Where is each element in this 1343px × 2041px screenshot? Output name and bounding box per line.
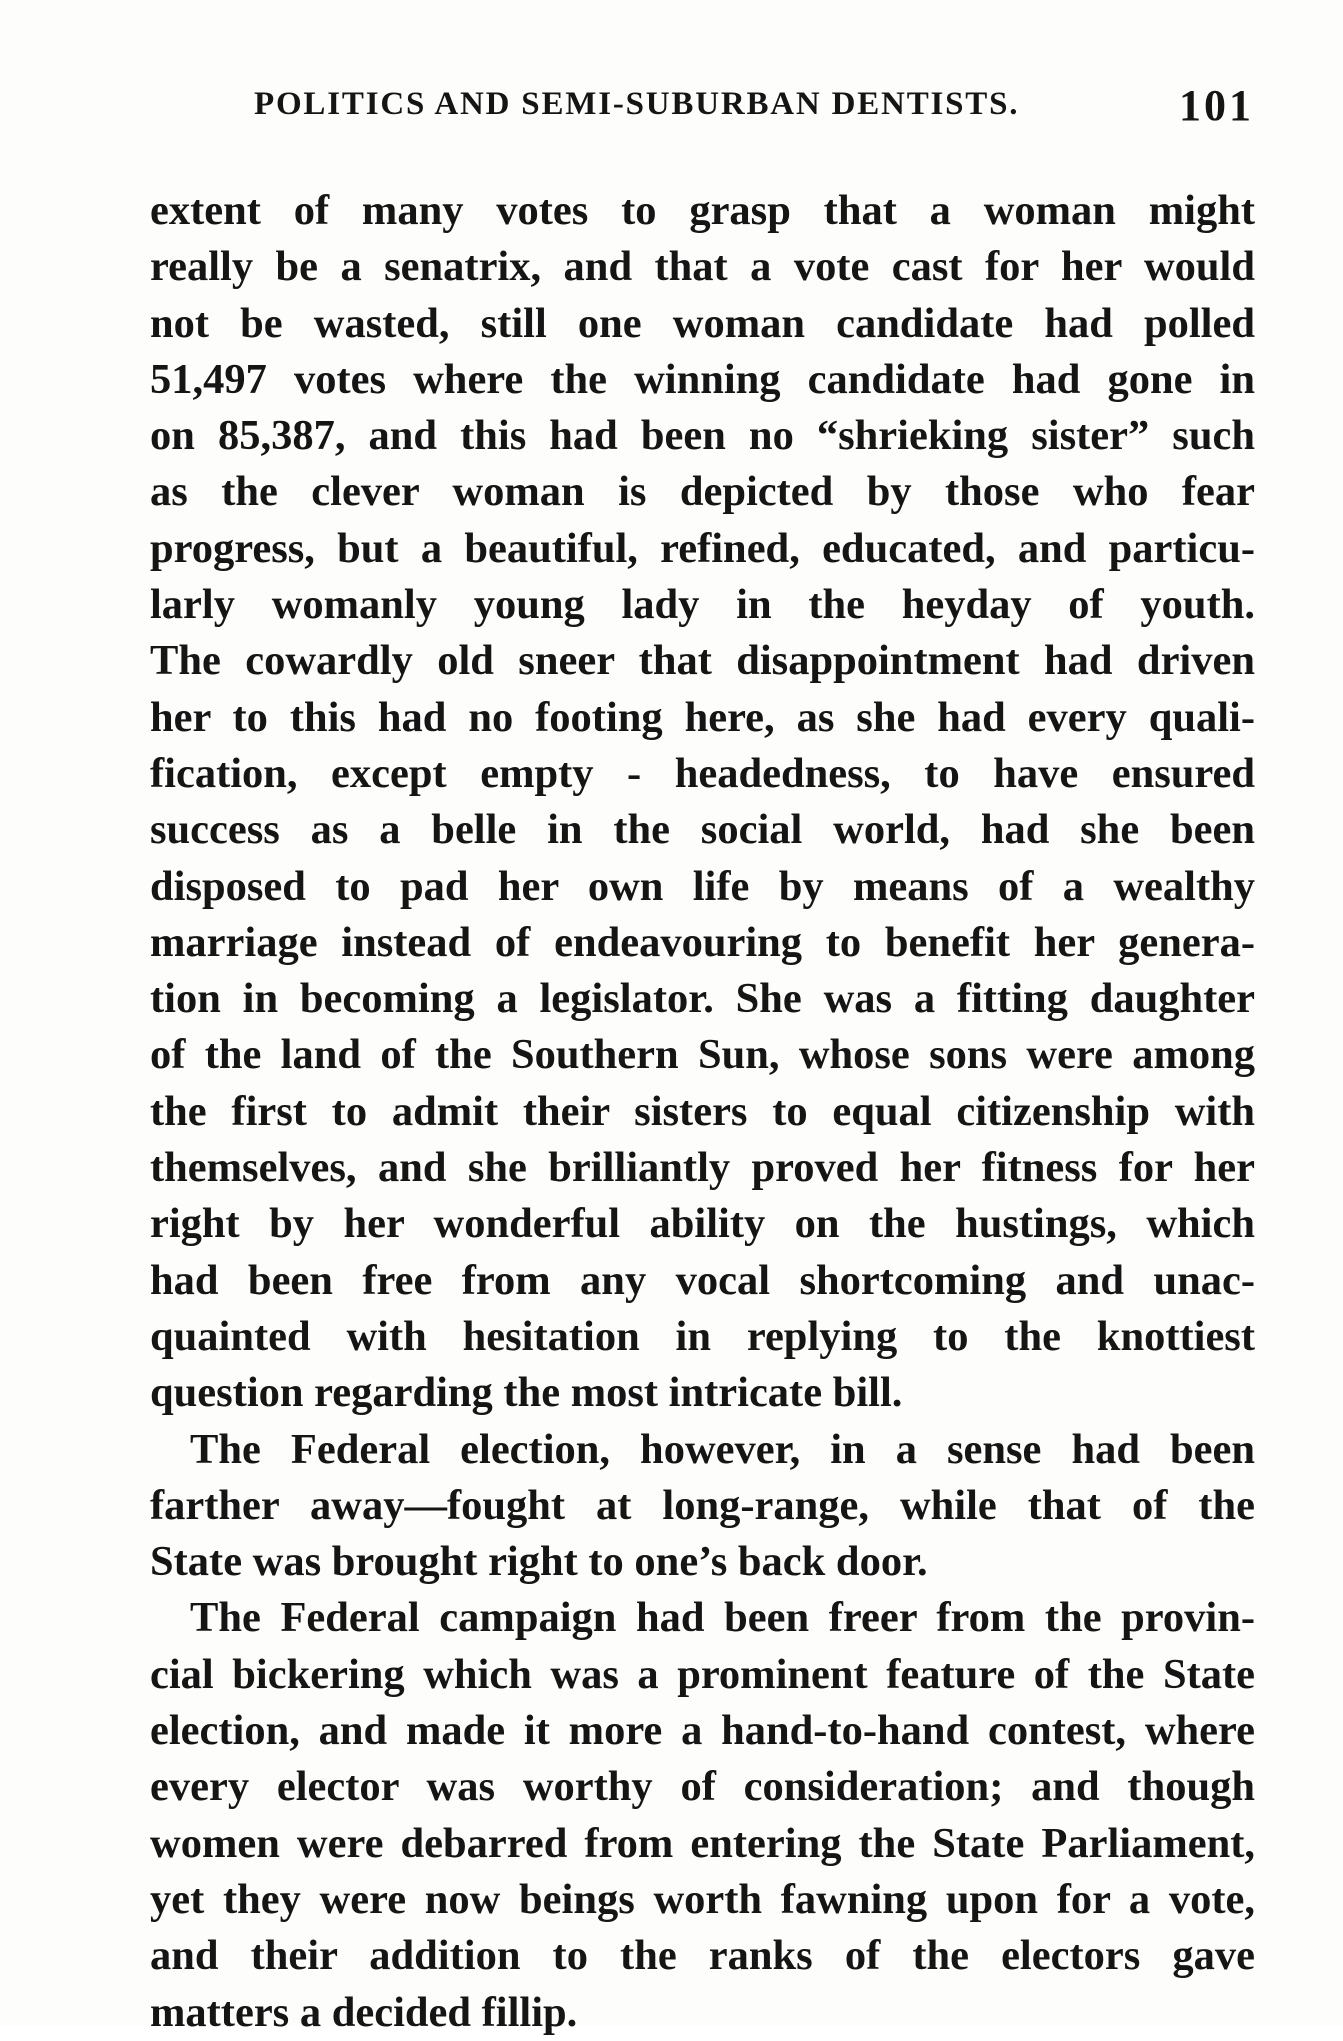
running-title: POLITICS AND SEMI-SUBURBAN DENTISTS. [254,86,1020,122]
text-line: tion in becoming a legislator. She was a fitting daughter [150,975,1255,1023]
text-line: themselves, and she brilliantly proved her fitness for her [150,1144,1255,1192]
text-line: matters a decided fillip. [150,1988,578,2036]
running-head [254,81,1254,146]
text-line: success as a belle in the social world, had she been [150,806,1255,854]
text-line: The Federal election, however, in a sense had been [190,1425,1255,1473]
text-line: cial bickering which was a prominent feature of the State [150,1650,1255,1698]
text-line: marriage instead of endeavouring to benefit her genera- [150,918,1255,966]
text-line: not be wasted, still one woman candidate had polled [150,299,1255,347]
paragraph [150,1590,1255,2040]
text-line: quainted with hesitation in replying to the knottiest [150,1312,1255,1360]
page-number: 101 [1179,81,1254,130]
text-line: disposed to pad her own life by means of a wealthy [150,862,1255,910]
text-line: as the clever woman is depicted by those who fear [150,468,1255,516]
text-line: women were debarred from entering the State Parliament, [150,1819,1255,1867]
text-line: her to this had no footing here, as she had every quali- [150,693,1255,741]
text-line: right by her wonderful ability on the hustings, which [150,1200,1255,1248]
text-line: yet they were now beings worth fawning upon for a vote, [150,1875,1255,1923]
text-line: of the land of the Southern Sun, whose sons were among [150,1031,1255,1079]
text-line: and their addition to the ranks of the electors gave [150,1932,1255,1980]
paragraph [150,1422,1255,1591]
body-text [150,183,1255,2041]
text-line: larly womanly young lady in the heyday of youth. [150,581,1255,629]
text-line: farther away—fought at long-range, while that of the [150,1481,1255,1529]
text-line: had been free from any vocal shortcoming and unac- [150,1256,1255,1304]
text-line: 51,497 votes where the winning candidate had gone in [150,355,1255,403]
paragraph [150,183,1255,1422]
text-line: State was brought right to one’s back door. [150,1538,928,1586]
text-line: election, and made it more a hand-to-hand contest, where [150,1707,1255,1755]
text-line: extent of many votes to grasp that a woman might [150,187,1255,234]
text-line: progress, but a beautiful, refined, educated, and particu- [150,524,1255,572]
text-line: The cowardly old sneer that disappointment had driven [150,637,1255,685]
text-line: the first to admit their sisters to equal citizenship with [150,1087,1255,1135]
text-line: fication, except empty - headedness, to have ensured [150,749,1255,797]
text-line: really be a senatrix, and that a vote cast for her would [150,243,1255,291]
text-line: every elector was worthy of consideration; and though [150,1763,1255,1811]
text-line: question regarding the most intricate bill. [150,1369,903,1417]
text-line: The Federal campaign had been freer from the provin- [190,1594,1255,1642]
text-line: on 85,387, and this had been no “shrieking sister” such [150,412,1255,460]
